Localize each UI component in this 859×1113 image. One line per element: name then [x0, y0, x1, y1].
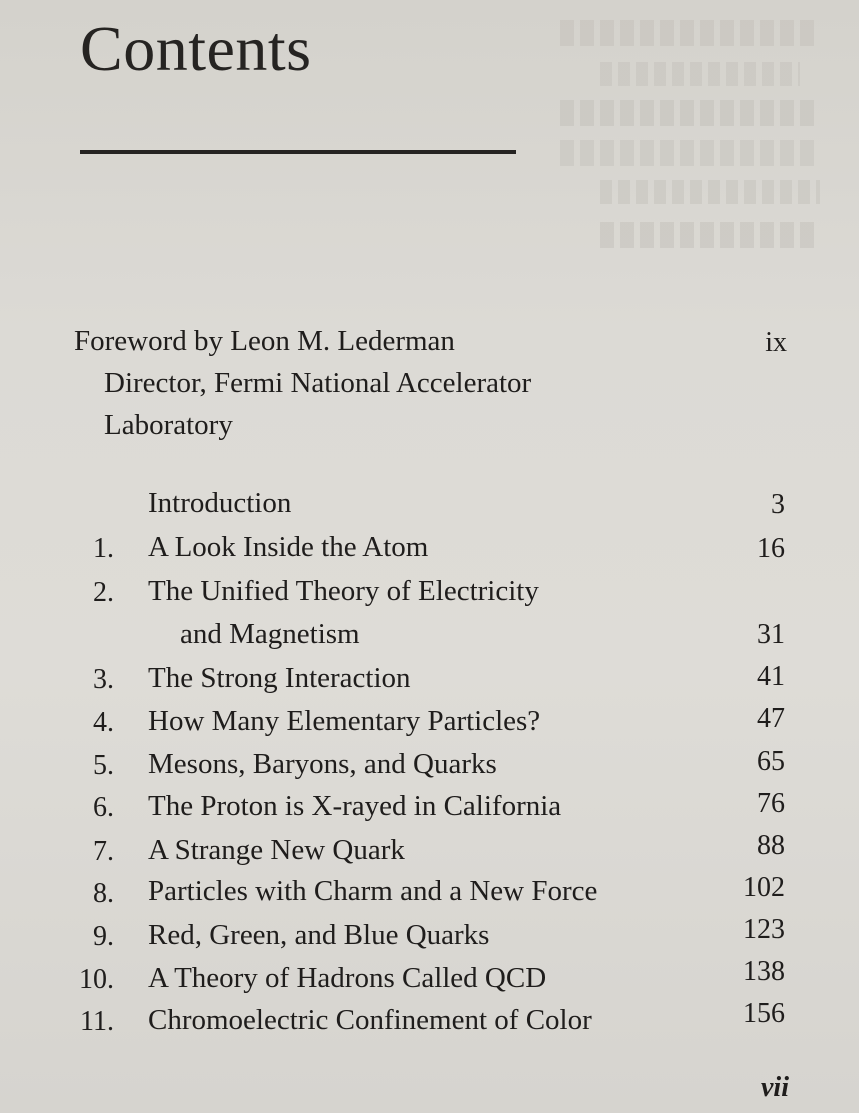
- toc-entry-number: 10.: [79, 964, 114, 995]
- toc-entry-page: 88: [757, 830, 785, 861]
- toc-entry-page: 102: [743, 872, 785, 903]
- toc-entry-title: How Many Elementary Particles?: [148, 705, 541, 737]
- toc-entry-number: 3.: [93, 664, 114, 695]
- toc-entry-page: 138: [743, 956, 785, 987]
- foreword-subtitle-line1: Director, Fermi National Accelerator: [104, 367, 532, 399]
- toc-entry-number: 11.: [80, 1006, 114, 1037]
- toc-entry-page: 123: [743, 914, 785, 945]
- toc-entry-title: The Unified Theory of Electricity: [148, 575, 539, 607]
- foreword-page: ix: [765, 327, 787, 358]
- foreword-subtitle-line2: Laboratory: [104, 409, 233, 441]
- toc-entry-number: 2.: [93, 577, 114, 608]
- toc-entry-number: 4.: [93, 707, 114, 738]
- toc-entry-page: 16: [757, 533, 785, 564]
- toc-entry-page: 3: [771, 489, 785, 520]
- foreword-title: Foreword by Leon M. Lederman: [74, 325, 455, 357]
- title-rule: [80, 150, 516, 154]
- toc-entry-number: 8.: [93, 878, 114, 909]
- toc-entry-page: 76: [757, 788, 785, 819]
- toc-entry-title: Mesons, Baryons, and Quarks: [148, 748, 497, 780]
- toc-entry-page: 41: [757, 661, 785, 692]
- toc-entry-title: The Strong Interaction: [148, 662, 411, 694]
- toc-entry-title: Red, Green, and Blue Quarks: [148, 919, 490, 951]
- toc-entry-number: 9.: [93, 921, 114, 952]
- toc-entry-title: The Proton is X-rayed in California: [148, 790, 562, 822]
- page-folio: vii: [761, 1072, 789, 1103]
- toc-entry-page: 31: [757, 619, 785, 650]
- toc-entry-title: A Theory of Hadrons Called QCD: [148, 962, 547, 994]
- toc-entry-page: 65: [757, 746, 785, 777]
- toc-entry-title-continued: and Magnetism: [180, 618, 360, 650]
- toc-entry-number: 5.: [93, 750, 114, 781]
- toc-entry-number: 7.: [93, 836, 114, 867]
- toc-entry-title: A Strange New Quark: [148, 834, 405, 866]
- toc-entry-number: 1.: [93, 533, 114, 564]
- toc-entry-title: A Look Inside the Atom: [148, 531, 429, 563]
- page-title: Contents: [80, 13, 312, 84]
- toc-entry-number: 6.: [93, 792, 114, 823]
- toc-entry-title: Particles with Charm and a New Force: [148, 875, 598, 907]
- toc-entry-page: 156: [743, 998, 785, 1029]
- toc-entry-page: 47: [757, 703, 785, 734]
- toc-entry-title: Introduction: [148, 487, 292, 519]
- toc-entry-title: Chromoelectric Confinement of Color: [148, 1004, 592, 1036]
